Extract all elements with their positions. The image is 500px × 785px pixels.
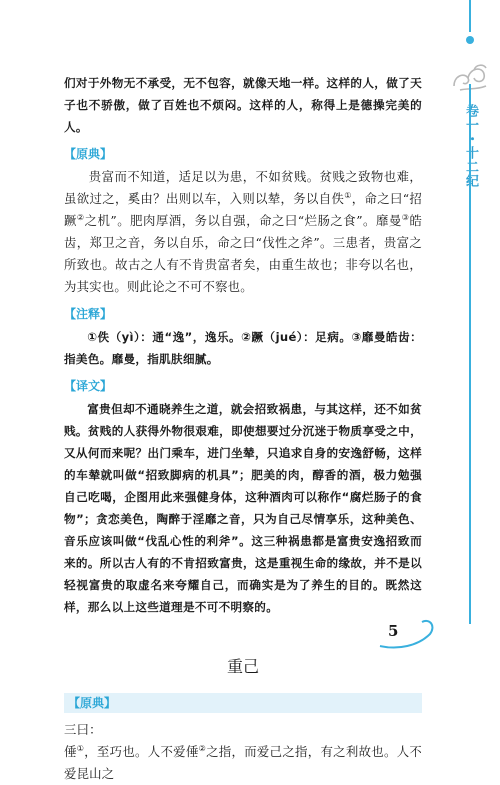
page-content	[64, 72, 422, 785]
translation-text: 富贵但却不通晓养生之道，就会招致祸患，与其这样，还不如贫贱。贫贱的人获得外物很艰难，即使想要过分沉迷于物质享受之中，又从何而来呢？出门乘车，进门坐辇，只追求自身的安逸舒畅，这样的车辇就叫做“招致脚病的机具”；肥美的肉，醇香的酒，极力勉强自己吃喝，企图用此来强健身体，这种酒肉可以称作“腐烂肠子的食物”；贪恋美色，陶醉于淫靡之音，只为自己尽情享乐，这种美色、音乐应该叫做“伐乱心性的利斧”。这三种祸患都是富贵安逸招致而来的。所以古人有的不肯招致富贵，这是重视生命的缘故，并不是以轻视富贵的取虚名来夸耀自己，而确实是为了养生的目的。既然这样，那么以上这些道理是不可不明察的。	[64, 402, 422, 614]
translation-continuation: 们对于外物无不承受，无不包容，就像天地一样。这样的人，做了天子也不骄傲，做了百姓也不烦闷。这样的人，称得上是德操完美的人。	[64, 76, 422, 134]
side-rule-top	[469, 0, 471, 32]
page-number-ornament	[378, 616, 438, 650]
original-line-2: 倕①，至巧也。人不爱倕②之指，而爱己之指，有之利故也。人不爱昆山之	[64, 743, 423, 781]
side-rule	[469, 84, 471, 624]
original-line-1: 三曰：	[64, 722, 102, 737]
page-number: 5	[388, 622, 399, 640]
notes-header: 【注释】	[64, 307, 113, 321]
section-title: 重己	[226, 657, 259, 676]
original-header-2: 【原典】	[64, 693, 422, 713]
translation-header: 【译文】	[64, 379, 113, 393]
side-dot	[466, 36, 474, 44]
notes-text: ①佚（yì）：通“逸”，逸乐。②蹶（jué）：足病。③靡曼皓齿：指美色。靡曼，指肌肤细腻。	[64, 330, 422, 366]
original-text: 贵富而不知道，适足以为患，不如贫贱。贫贱之致物也难，虽欲过之，奚由？出则以车，入则以辇，务以自佚①，命之曰“招蹶②之机”。肥肉厚酒，务以自强，命之曰“烂肠之食”。靡曼③皓齿，郑卫之音，务以自乐，命之曰“伐性之斧”。三患者，贵富之所致也。故古之人有不肯贵富者矣，由重生故也；非夸以名也，为其实也。则此论之不可不察也。	[64, 169, 423, 294]
original-header: 【原典】	[64, 147, 113, 161]
